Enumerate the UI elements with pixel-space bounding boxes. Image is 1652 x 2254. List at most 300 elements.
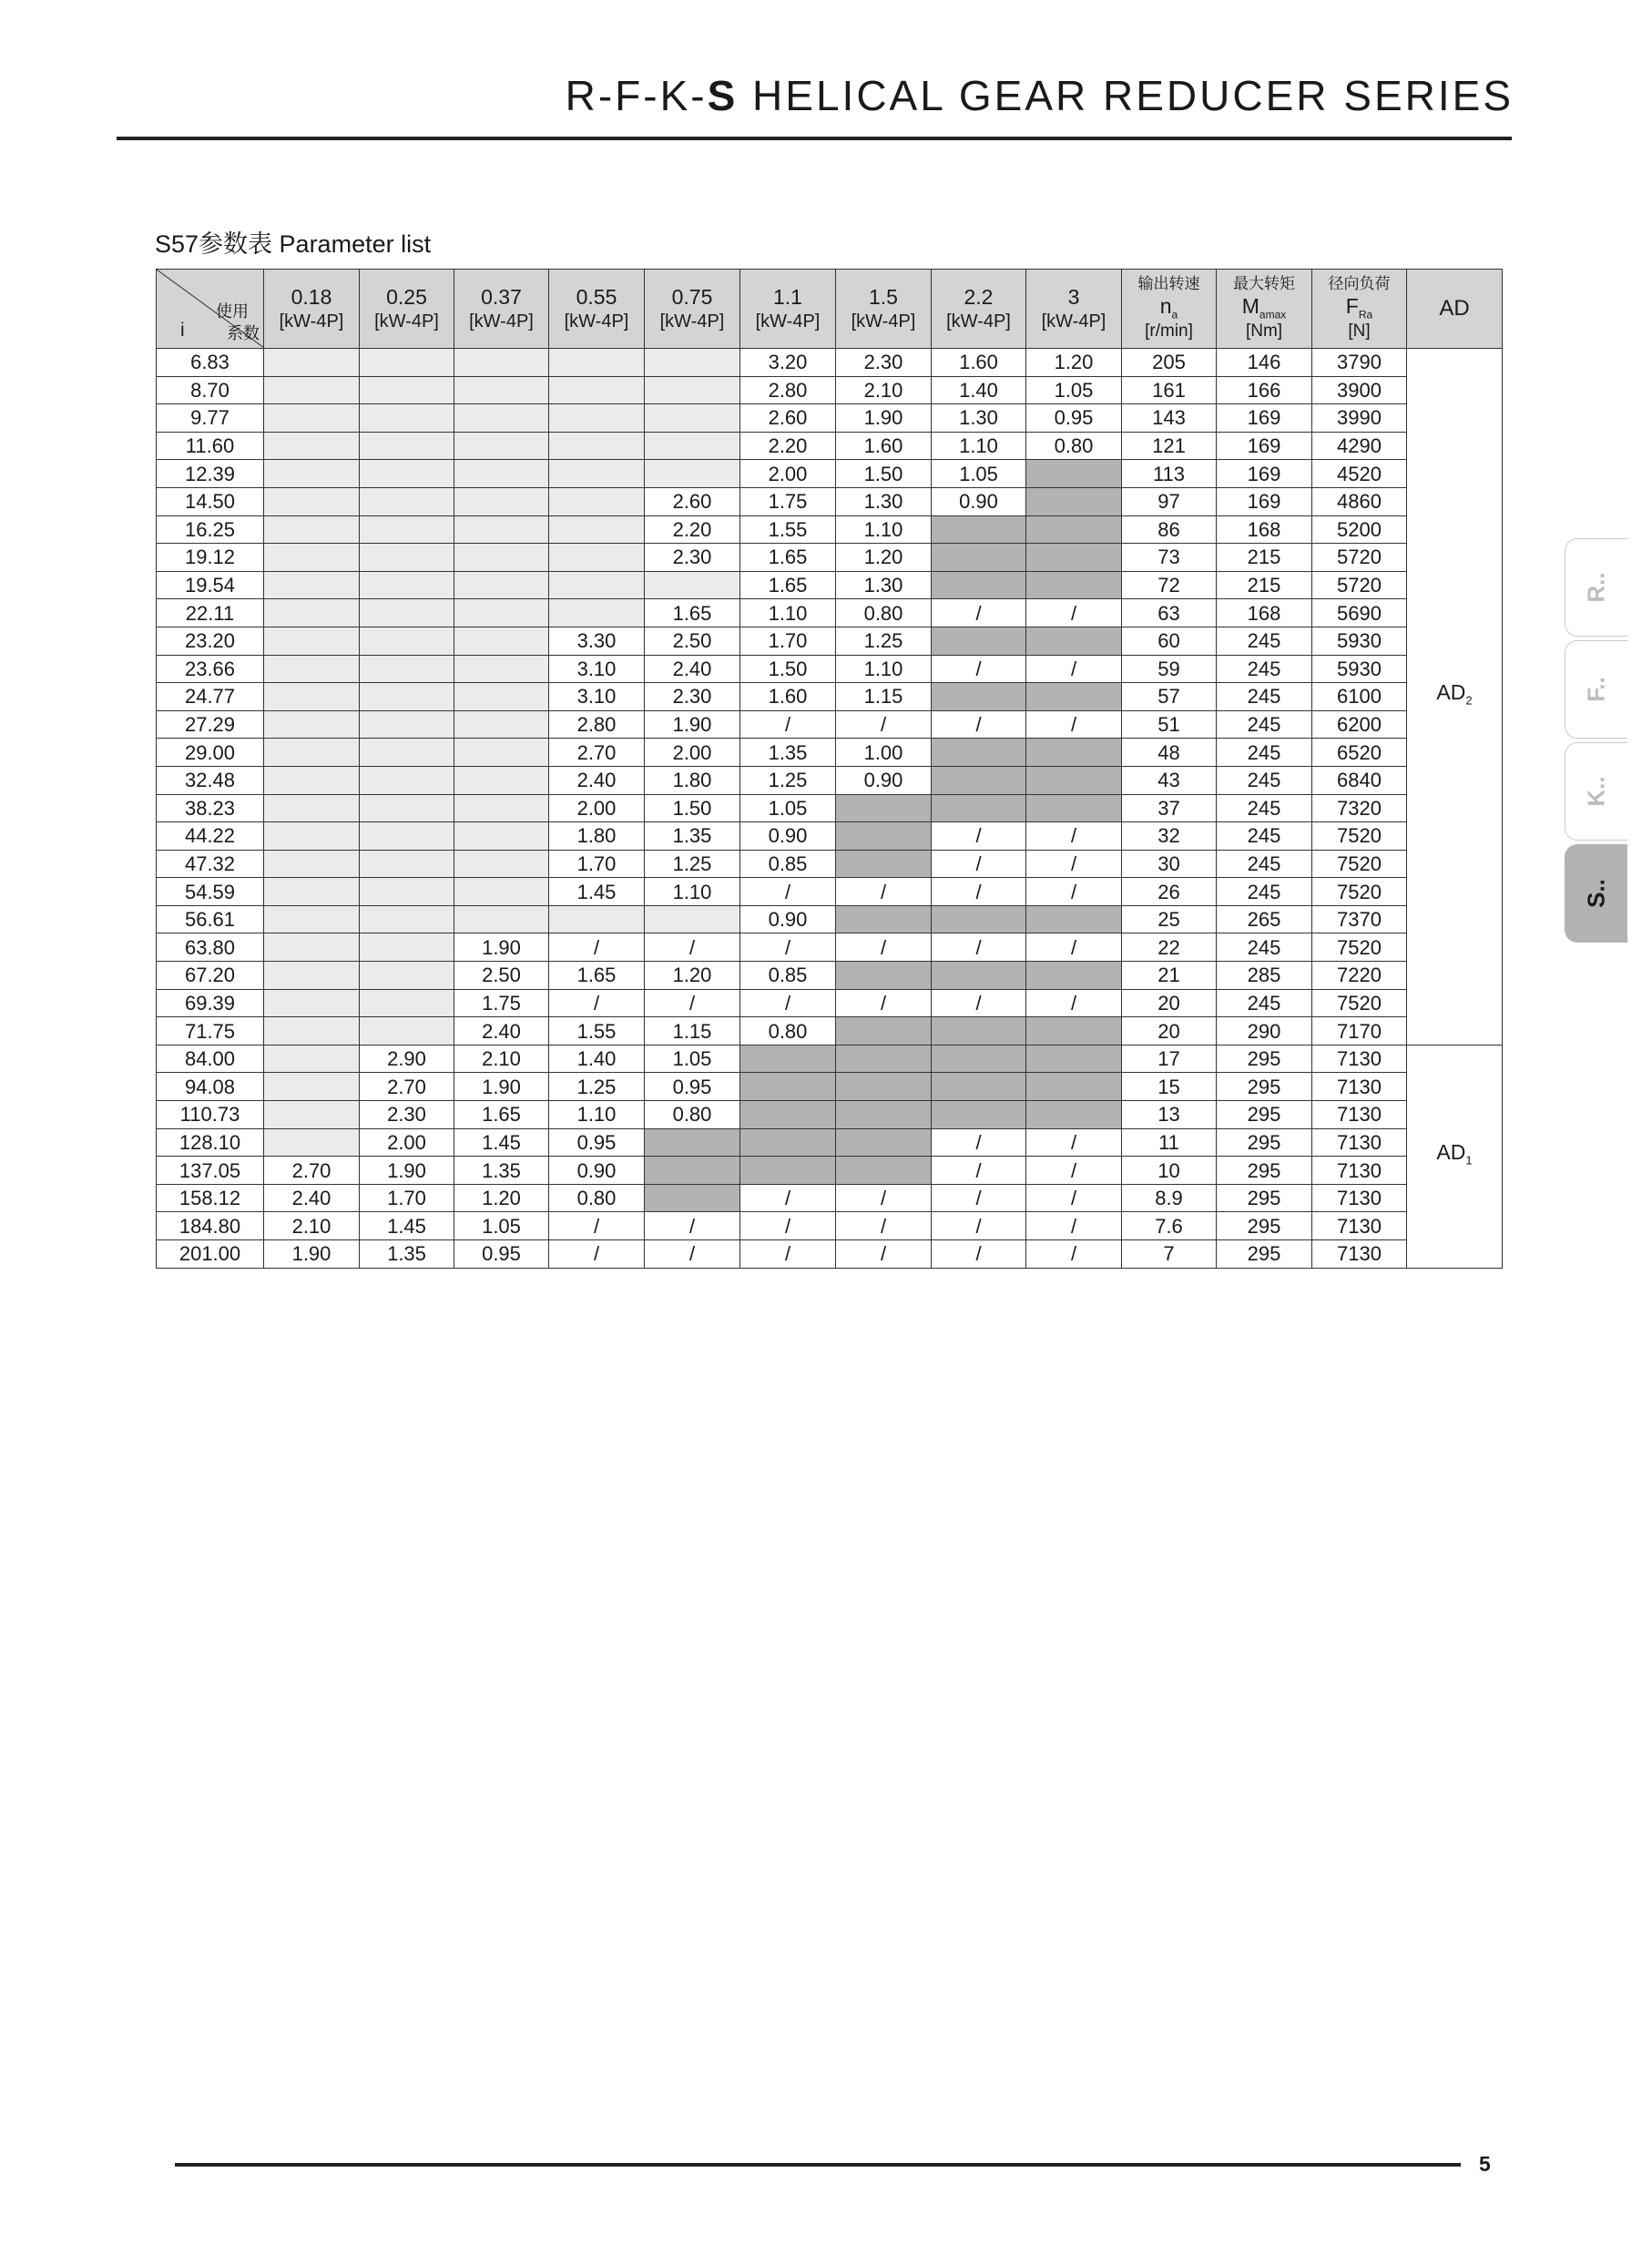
power-value-cell xyxy=(360,989,454,1017)
speed-cell: 59 xyxy=(1122,655,1217,683)
power-value-cell xyxy=(740,1157,836,1185)
power-value-cell xyxy=(264,683,360,711)
ratio-cell: 84.00 xyxy=(157,1045,264,1073)
power-value-cell xyxy=(454,794,549,822)
power-value-cell: 1.10 xyxy=(740,599,836,627)
power-value-cell: / xyxy=(645,1240,740,1269)
power-value: 0.37 xyxy=(481,285,522,310)
table-row xyxy=(157,710,1503,739)
table-row xyxy=(157,766,1503,794)
power-value-cell: 1.30 xyxy=(836,487,932,515)
power-value-cell xyxy=(264,1017,360,1045)
power-value-cell: / xyxy=(932,655,1026,683)
power-header-5 xyxy=(740,270,836,349)
power-value-cell: 2.40 xyxy=(264,1184,360,1212)
side-tab-1[interactable] xyxy=(1565,640,1627,739)
side-tab-0[interactable] xyxy=(1565,538,1627,637)
power-value-cell xyxy=(454,571,549,599)
power-value-cell xyxy=(549,432,645,460)
power-value-cell: / xyxy=(645,933,740,962)
load-cell: 5200 xyxy=(1312,515,1407,544)
ratio-cell: 128.10 xyxy=(157,1128,264,1157)
torque-cell: 169 xyxy=(1217,404,1312,433)
power-value-cell xyxy=(360,739,454,767)
speed-cell: 63 xyxy=(1122,599,1217,627)
speed-cell: 30 xyxy=(1122,850,1217,878)
power-value-cell: 2.30 xyxy=(645,544,740,572)
speed-cell: 37 xyxy=(1122,794,1217,822)
power-value-cell: / xyxy=(836,933,932,962)
load-cell: 5720 xyxy=(1312,571,1407,599)
torque-cell: 245 xyxy=(1217,766,1312,794)
power-value-cell: 2.50 xyxy=(454,962,549,990)
power-value-cell xyxy=(549,487,645,515)
side-tab-3[interactable] xyxy=(1565,844,1627,943)
power-value-cell xyxy=(645,1128,740,1157)
power-value-cell xyxy=(836,822,932,851)
power-value-cell xyxy=(264,989,360,1017)
power-value-cell xyxy=(932,794,1026,822)
power-value-cell: 1.65 xyxy=(645,599,740,627)
power-value-cell xyxy=(264,571,360,599)
corner-i-label: i xyxy=(180,320,185,341)
power-value-cell xyxy=(360,794,454,822)
load-cell: 7130 xyxy=(1312,1240,1407,1269)
torque-cell: 245 xyxy=(1217,933,1312,962)
power-value-cell xyxy=(360,376,454,404)
power-value-cell xyxy=(360,933,454,962)
power-value-cell xyxy=(360,487,454,515)
torque-header-unit: [Nm] xyxy=(1245,321,1283,341)
power-value-cell: / xyxy=(836,989,932,1017)
power-value-cell xyxy=(932,1045,1026,1073)
power-value-cell xyxy=(549,460,645,488)
power-value-cell: 1.60 xyxy=(836,432,932,460)
speed-cell: 121 xyxy=(1122,432,1217,460)
power-value-cell: 1.65 xyxy=(740,544,836,572)
load-cell: 7130 xyxy=(1312,1184,1407,1212)
power-value-cell: / xyxy=(549,989,645,1017)
table-row xyxy=(157,739,1503,767)
power-value-cell: 1.80 xyxy=(645,766,740,794)
power-value-cell xyxy=(454,376,549,404)
torque-cell: 169 xyxy=(1217,460,1312,488)
torque-cell: 245 xyxy=(1217,627,1312,655)
power-value-cell: / xyxy=(1026,1184,1122,1212)
torque-cell: 245 xyxy=(1217,850,1312,878)
load-cell: 7130 xyxy=(1312,1157,1407,1185)
power-value-cell xyxy=(454,599,549,627)
power-value-cell: 0.95 xyxy=(1026,404,1122,433)
speed-cell: 60 xyxy=(1122,627,1217,655)
power-value-cell xyxy=(264,655,360,683)
power-value-cell xyxy=(645,1184,740,1212)
power-value-cell xyxy=(264,349,360,377)
power-unit: [kW-4P] xyxy=(851,311,916,331)
load-header-symbol xyxy=(1312,294,1406,321)
power-value-cell: 1.10 xyxy=(645,878,740,906)
ratio-cell: 9.77 xyxy=(157,404,264,433)
power-value-cell: 1.60 xyxy=(740,683,836,711)
load-cell: 7520 xyxy=(1312,822,1407,851)
power-value-cell: 1.25 xyxy=(836,627,932,655)
table-row xyxy=(157,599,1503,627)
power-value-cell xyxy=(360,878,454,906)
speed-header xyxy=(1122,270,1217,349)
power-value-cell: 0.80 xyxy=(1026,432,1122,460)
power-unit: [kW-4P] xyxy=(469,311,534,331)
power-header-1 xyxy=(360,270,454,349)
power-unit: [kW-4P] xyxy=(374,311,439,331)
load-cell: 6200 xyxy=(1312,710,1407,739)
power-value-cell: 1.60 xyxy=(932,349,1026,377)
power-value-cell xyxy=(360,905,454,933)
header-rule xyxy=(117,137,1512,140)
ratio-cell: 69.39 xyxy=(157,989,264,1017)
load-header-unit: [N] xyxy=(1348,321,1371,341)
power-value-cell xyxy=(836,1073,932,1101)
table-row xyxy=(157,627,1503,655)
table-row xyxy=(157,822,1503,851)
table-row xyxy=(157,544,1503,572)
header-title xyxy=(566,71,1514,120)
power-value-cell: 1.45 xyxy=(549,878,645,906)
power-value-cell xyxy=(836,1101,932,1129)
table-row xyxy=(157,460,1503,488)
power-value-cell xyxy=(360,683,454,711)
ratio-cell: 14.50 xyxy=(157,487,264,515)
power-value-cell xyxy=(264,710,360,739)
power-value-cell: 2.40 xyxy=(454,1017,549,1045)
speed-header-unit: [r/min] xyxy=(1145,321,1193,341)
power-value-cell xyxy=(932,515,1026,544)
torque-cell: 285 xyxy=(1217,962,1312,990)
power-value-cell xyxy=(836,794,932,822)
ratio-cell: 29.00 xyxy=(157,739,264,767)
load-header-sub: Ra xyxy=(1358,308,1373,321)
power-value-cell xyxy=(645,432,740,460)
power-value-cell xyxy=(1026,544,1122,572)
table-row xyxy=(157,655,1503,683)
power-unit: [kW-4P] xyxy=(659,311,725,331)
power-value-cell xyxy=(264,822,360,851)
power-value-cell: / xyxy=(932,1184,1026,1212)
speed-header-sub: a xyxy=(1171,308,1178,321)
power-value-cell: 1.70 xyxy=(740,627,836,655)
power-value-cell xyxy=(454,460,549,488)
speed-cell: 26 xyxy=(1122,878,1217,906)
power-value-cell: / xyxy=(932,1212,1026,1240)
power-value-cell: 1.10 xyxy=(836,655,932,683)
power-value-cell: 2.70 xyxy=(360,1073,454,1101)
power-value-cell xyxy=(645,460,740,488)
power-value: 2.2 xyxy=(964,285,994,310)
ad-label: AD xyxy=(1436,680,1466,705)
torque-cell: 245 xyxy=(1217,683,1312,711)
power-value-cell xyxy=(932,627,1026,655)
power-value-cell: / xyxy=(932,710,1026,739)
table-row xyxy=(157,432,1503,460)
power-value-cell: / xyxy=(932,822,1026,851)
load-cell: 7130 xyxy=(1312,1045,1407,1073)
torque-cell: 169 xyxy=(1217,432,1312,460)
power-value-cell: / xyxy=(836,878,932,906)
corner-use-label: 使用 xyxy=(216,302,249,321)
torque-cell: 245 xyxy=(1217,710,1312,739)
speed-header-sym: n xyxy=(1159,293,1172,318)
power-value-cell xyxy=(932,1073,1026,1101)
power-value-cell xyxy=(549,571,645,599)
power-value-cell xyxy=(264,878,360,906)
power-unit: [kW-4P] xyxy=(755,311,821,331)
power-value-cell: 0.80 xyxy=(740,1017,836,1045)
ad-header: AD xyxy=(1407,270,1503,349)
power-value-cell: / xyxy=(836,1184,932,1212)
power-value-cell: / xyxy=(740,1184,836,1212)
header-title-prefix: R-F-K- xyxy=(565,72,708,119)
power-value-cell xyxy=(549,376,645,404)
power-value-cell: / xyxy=(1026,1212,1122,1240)
power-value-cell: 1.40 xyxy=(549,1045,645,1073)
load-cell: 7220 xyxy=(1312,962,1407,990)
power-value-cell: 0.90 xyxy=(740,822,836,851)
speed-cell: 22 xyxy=(1122,933,1217,962)
torque-cell: 295 xyxy=(1217,1045,1312,1073)
speed-cell: 15 xyxy=(1122,1073,1217,1101)
table-row xyxy=(157,1073,1503,1101)
power-value-cell xyxy=(932,1017,1026,1045)
load-cell: 5930 xyxy=(1312,655,1407,683)
table-row xyxy=(157,1101,1503,1129)
power-value-cell xyxy=(454,822,549,851)
load-cell: 5720 xyxy=(1312,544,1407,572)
power-value-cell xyxy=(1026,1101,1122,1129)
power-value: 3 xyxy=(1067,285,1080,310)
power-value-cell: 1.75 xyxy=(740,487,836,515)
power-value-cell: 1.20 xyxy=(836,544,932,572)
ratio-cell: 23.20 xyxy=(157,627,264,655)
power-value-cell: 1.25 xyxy=(549,1073,645,1101)
power-value-cell: 1.90 xyxy=(454,1073,549,1101)
power-value-cell xyxy=(454,850,549,878)
torque-cell: 215 xyxy=(1217,544,1312,572)
power-value-cell xyxy=(549,599,645,627)
power-unit: [kW-4P] xyxy=(279,311,344,331)
ratio-cell: 137.05 xyxy=(157,1157,264,1185)
power-value-cell: / xyxy=(740,1240,836,1269)
power-value-cell: / xyxy=(836,1240,932,1269)
load-cell: 7170 xyxy=(1312,1017,1407,1045)
power-value-cell: / xyxy=(932,599,1026,627)
load-cell: 6840 xyxy=(1312,766,1407,794)
power-value-cell: / xyxy=(740,933,836,962)
power-value: 0.25 xyxy=(386,285,427,310)
power-value-cell: 2.60 xyxy=(740,404,836,433)
table-row xyxy=(157,878,1503,906)
torque-cell: 295 xyxy=(1217,1212,1312,1240)
power-value-cell: 2.10 xyxy=(836,376,932,404)
torque-cell: 245 xyxy=(1217,655,1312,683)
power-value-cell xyxy=(645,905,740,933)
table-row xyxy=(157,487,1503,515)
power-value-cell xyxy=(454,349,549,377)
speed-cell: 13 xyxy=(1122,1101,1217,1129)
power-value-cell: 1.25 xyxy=(740,766,836,794)
power-value-cell: 0.80 xyxy=(549,1184,645,1212)
power-value-cell xyxy=(1026,460,1122,488)
load-cell: 3790 xyxy=(1312,349,1407,377)
power-value-cell: 1.35 xyxy=(454,1157,549,1185)
torque-header-sym: M xyxy=(1241,293,1259,318)
power-value-cell: / xyxy=(645,989,740,1017)
speed-cell: 73 xyxy=(1122,544,1217,572)
power-header-0 xyxy=(264,270,360,349)
power-value-cell xyxy=(360,822,454,851)
power-value-cell: / xyxy=(549,933,645,962)
power-value-cell: / xyxy=(1026,1157,1122,1185)
power-value-cell: 1.05 xyxy=(645,1045,740,1073)
speed-cell: 113 xyxy=(1122,460,1217,488)
power-value-cell xyxy=(836,1128,932,1157)
torque-header-sub: amax xyxy=(1259,308,1287,321)
power-unit: [kW-4P] xyxy=(946,311,1011,331)
power-value-cell xyxy=(549,349,645,377)
power-value-cell xyxy=(932,905,1026,933)
power-value-cell xyxy=(360,850,454,878)
power-value-cell: 1.25 xyxy=(645,850,740,878)
ratio-cell: 23.66 xyxy=(157,655,264,683)
power-value-cell xyxy=(264,515,360,544)
ratio-cell: 47.32 xyxy=(157,850,264,878)
power-value-cell xyxy=(454,432,549,460)
load-header xyxy=(1312,270,1407,349)
corner-header-cell xyxy=(157,270,264,349)
load-cell: 7130 xyxy=(1312,1128,1407,1157)
load-cell: 3900 xyxy=(1312,376,1407,404)
power-value-cell xyxy=(1026,1073,1122,1101)
power-value-cell xyxy=(454,710,549,739)
ad-sub: 2 xyxy=(1465,693,1473,708)
parameter-table-container xyxy=(156,269,1503,1269)
power-value-cell: 0.90 xyxy=(932,487,1026,515)
power-value-cell: 2.20 xyxy=(740,432,836,460)
power-value-cell: 1.10 xyxy=(549,1101,645,1129)
power-value-cell: 1.10 xyxy=(836,515,932,544)
power-header-7 xyxy=(932,270,1026,349)
power-value-cell xyxy=(836,1045,932,1073)
power-value-cell: / xyxy=(1026,655,1122,683)
power-value-cell xyxy=(454,739,549,767)
side-tab-2[interactable] xyxy=(1565,742,1627,841)
power-value-cell xyxy=(836,1157,932,1185)
load-cell: 4520 xyxy=(1312,460,1407,488)
table-row xyxy=(157,905,1503,933)
power-value-cell: 1.50 xyxy=(836,460,932,488)
load-cell: 4290 xyxy=(1312,432,1407,460)
speed-cell: 20 xyxy=(1122,989,1217,1017)
ratio-cell: 6.83 xyxy=(157,349,264,377)
power-value-cell: 1.40 xyxy=(932,376,1026,404)
power-value: 0.55 xyxy=(576,285,617,310)
speed-header-symbol xyxy=(1122,294,1216,321)
table-row xyxy=(157,1045,1503,1073)
power-value-cell xyxy=(454,655,549,683)
power-value-cell xyxy=(549,515,645,544)
power-value-cell: 1.65 xyxy=(740,571,836,599)
speed-cell: 57 xyxy=(1122,683,1217,711)
power-value-cell xyxy=(360,1017,454,1045)
power-value-cell: 1.90 xyxy=(836,404,932,433)
power-value-cell xyxy=(549,905,645,933)
power-value-cell xyxy=(932,766,1026,794)
power-header-4 xyxy=(645,270,740,349)
power-value-cell: 2.20 xyxy=(645,515,740,544)
torque-cell: 169 xyxy=(1217,487,1312,515)
power-value-cell xyxy=(740,1128,836,1157)
header-title-bold: S xyxy=(707,72,739,119)
power-value-cell: 1.70 xyxy=(549,850,645,878)
power-value-cell xyxy=(932,739,1026,767)
power-value-cell: / xyxy=(740,878,836,906)
power-value-cell xyxy=(454,905,549,933)
power-value-cell: / xyxy=(1026,599,1122,627)
power-value-cell xyxy=(454,878,549,906)
power-value-cell: 1.05 xyxy=(454,1212,549,1240)
power-value-cell: 2.00 xyxy=(645,739,740,767)
power-value-cell: 2.30 xyxy=(836,349,932,377)
ratio-cell: 110.73 xyxy=(157,1101,264,1129)
power-value-cell xyxy=(264,627,360,655)
table-row xyxy=(157,962,1503,990)
speed-cell: 17 xyxy=(1122,1045,1217,1073)
power-value-cell: 1.70 xyxy=(360,1184,454,1212)
torque-cell: 245 xyxy=(1217,739,1312,767)
ratio-cell: 22.11 xyxy=(157,599,264,627)
power-value-cell: 1.20 xyxy=(645,962,740,990)
power-value-cell: 3.30 xyxy=(549,627,645,655)
table-row xyxy=(157,1017,1503,1045)
side-tab-label: K.. xyxy=(1582,776,1610,807)
power-value-cell xyxy=(836,1017,932,1045)
power-value: 0.18 xyxy=(291,285,332,310)
power-value-cell: 3.20 xyxy=(740,349,836,377)
power-value: 1.1 xyxy=(773,285,802,310)
ad-sub: 1 xyxy=(1465,1153,1473,1168)
power-value-cell: 1.05 xyxy=(1026,376,1122,404)
power-value-cell xyxy=(454,627,549,655)
table-body xyxy=(157,349,1503,1269)
power-value-cell: / xyxy=(836,710,932,739)
power-value-cell: 0.90 xyxy=(549,1157,645,1185)
power-value-cell: 1.30 xyxy=(932,404,1026,433)
load-cell: 6520 xyxy=(1312,739,1407,767)
power-value-cell: / xyxy=(932,1157,1026,1185)
power-value-cell: 1.90 xyxy=(360,1157,454,1185)
power-header-2 xyxy=(454,270,549,349)
power-value-cell xyxy=(264,460,360,488)
power-value-cell: / xyxy=(836,1212,932,1240)
torque-cell: 215 xyxy=(1217,571,1312,599)
power-value-cell: 2.10 xyxy=(264,1212,360,1240)
power-value-cell xyxy=(1026,766,1122,794)
power-value-cell: 1.35 xyxy=(360,1240,454,1269)
load-header-sym: F xyxy=(1345,293,1359,318)
speed-cell: 143 xyxy=(1122,404,1217,433)
power-value-cell: / xyxy=(549,1212,645,1240)
power-value-cell xyxy=(1026,627,1122,655)
power-value-cell: / xyxy=(1026,822,1122,851)
power-value-cell: 1.55 xyxy=(549,1017,645,1045)
